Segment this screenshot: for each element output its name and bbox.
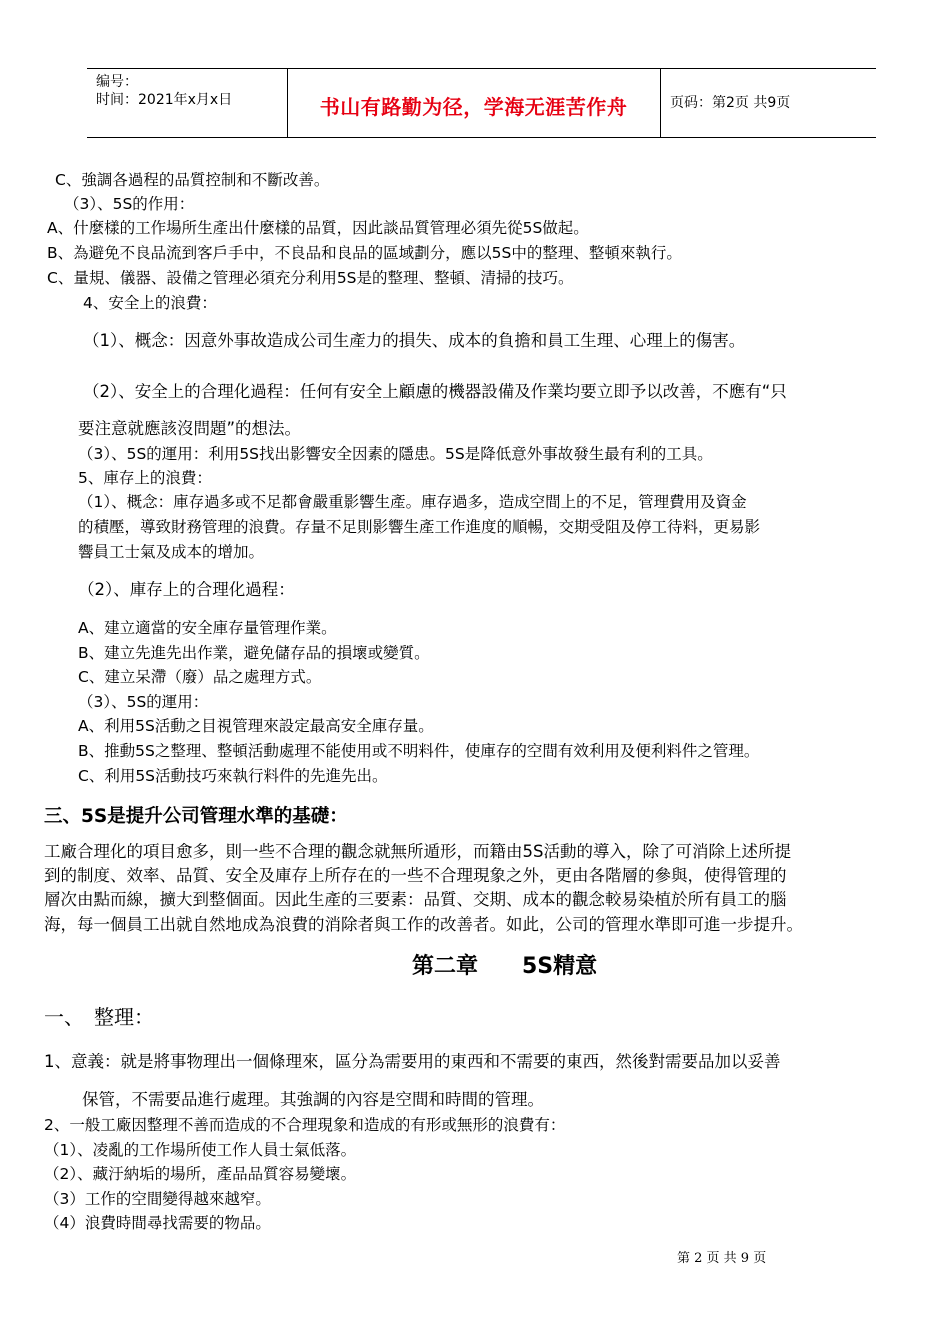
body-line: 1、意義：就是將事物理出一個條理來，區分為需要用的東西和不需要的東西，然後對需要品加以妥善 <box>44 1052 781 1071</box>
body-line: （2）、藏汙納垢的場所，產品品質容易變壞。 <box>44 1165 357 1183</box>
doc-number-label: 编号： <box>96 74 138 90</box>
motto-text: 书山有路勤为径，学海无涯苦作舟 <box>319 95 628 119</box>
body-line: 響員工士氣及成本的增加。 <box>78 543 265 561</box>
body-line: （3）、5S的運用： <box>78 693 209 711</box>
body-line: （2）、庫存上的合理化過程： <box>78 580 295 599</box>
body-line: 4、安全上的浪費： <box>83 294 217 312</box>
body-line: C、強調各過程的品質控制和不斷改善。 <box>55 171 330 189</box>
body-line: （4）浪費時間尋找需要的物品。 <box>44 1214 271 1232</box>
chapter-title: 第二章 5S精意 <box>412 954 598 979</box>
body-line: 保管，不需要品進行處理。其強調的內容是空間和時間的管理。 <box>82 1090 544 1109</box>
body-line: 2、一般工廠因整理不善而造成的不合理現象和造成的有形或無形的浪費有： <box>44 1116 566 1134</box>
body-line: A、利用5S活動之目視管理來設定最高安全庫存量。 <box>78 717 434 735</box>
page-footer: 第 2 页 共 9 页 <box>677 1251 767 1266</box>
body-line: C、建立呆滯（廢）品之處理方式。 <box>78 668 322 686</box>
body-line: 5、庫存上的浪費： <box>78 469 212 487</box>
body-line: 海，每一個員工出就自然地成為浪費的消除者與工作的改善者。如此，公司的管理水準即可進一步提升。 <box>44 915 803 934</box>
body-line: 要注意就應該沒問題”的想法。 <box>78 419 302 438</box>
body-line: 工廠合理化的項目愈多，則一些不合理的觀念就無所遁形，而籍由5S活動的導入，除了可消除上述所提 <box>44 842 791 861</box>
header-motto-cell <box>287 69 661 137</box>
body-line: （3）、5S的作用： <box>64 195 195 213</box>
section-heading: 三、5S是提升公司管理水準的基礎： <box>44 806 348 827</box>
body-line: （3）、5S的運用：利用5S找出影響安全因素的隱患。5S是降低意外事故發生最有利的工具。 <box>78 445 713 463</box>
header-table <box>87 68 876 138</box>
header-meta-cell <box>87 69 288 137</box>
body-line: C、量規、儀器、設備之管理必須充分利用5S是的整理、整頓、清掃的技巧。 <box>47 269 574 287</box>
body-line: （1）、概念：因意外事故造成公司生產力的損失、成本的負擔和員工生理、心理上的傷害。 <box>83 331 746 350</box>
header-page-cell <box>660 69 876 137</box>
body-line: （3）工作的空間變得越來越窄。 <box>44 1190 271 1208</box>
body-line: B、為避免不良品流到客戶手中，不良品和良品的區域劃分，應以5S中的整理、整頓來執行。 <box>47 244 682 262</box>
doc-time-label: 时间：2021年x月x日 <box>96 92 233 108</box>
body-line: C、利用5S活動技巧來執行料件的先進先出。 <box>78 767 388 785</box>
subsection-heading: 一、 整理： <box>44 1005 154 1029</box>
body-line: （1）、概念：庫存過多或不足都會嚴重影響生產。庫存過多，造成空間上的不足，管理費用及資金 <box>78 493 747 511</box>
body-line: （1）、凌亂的工作場所使工作人員士氣低落。 <box>44 1141 357 1159</box>
body-line: 層次由點而線，擴大到整個面。因此生產的三要素：品質、交期、成本的觀念較易染植於所有員工的腦 <box>44 890 787 909</box>
page-number-label: 页码：第2页 共9页 <box>670 95 791 111</box>
body-line: A、什麼樣的工作場所生產出什麼樣的品質，因此談品質管理必須先從5S做起。 <box>47 219 589 237</box>
body-line: B、推動5S之整理、整頓活動處理不能使用或不明料件，使庫存的空間有效利用及便利料件之管理。 <box>78 742 760 760</box>
body-line: A、建立適當的安全庫存量管理作業。 <box>78 619 337 637</box>
body-line: B、建立先進先出作業，避免儲存品的損壞或變質。 <box>78 644 430 662</box>
body-line: 到的制度、效率、品質、安全及庫存上所存在的一些不合理現象之外，更由各階層的參與，使得管理的 <box>44 866 787 885</box>
body-line: （2）、安全上的合理化過程：任何有安全上顧慮的機器設備及作業均要立即予以改善，不應有“只 <box>83 382 787 401</box>
body-line: 的積壓，導致財務管理的浪費。存量不足則影響生產工作進度的順暢，交期受阻及停工待料，更易影 <box>78 518 761 536</box>
